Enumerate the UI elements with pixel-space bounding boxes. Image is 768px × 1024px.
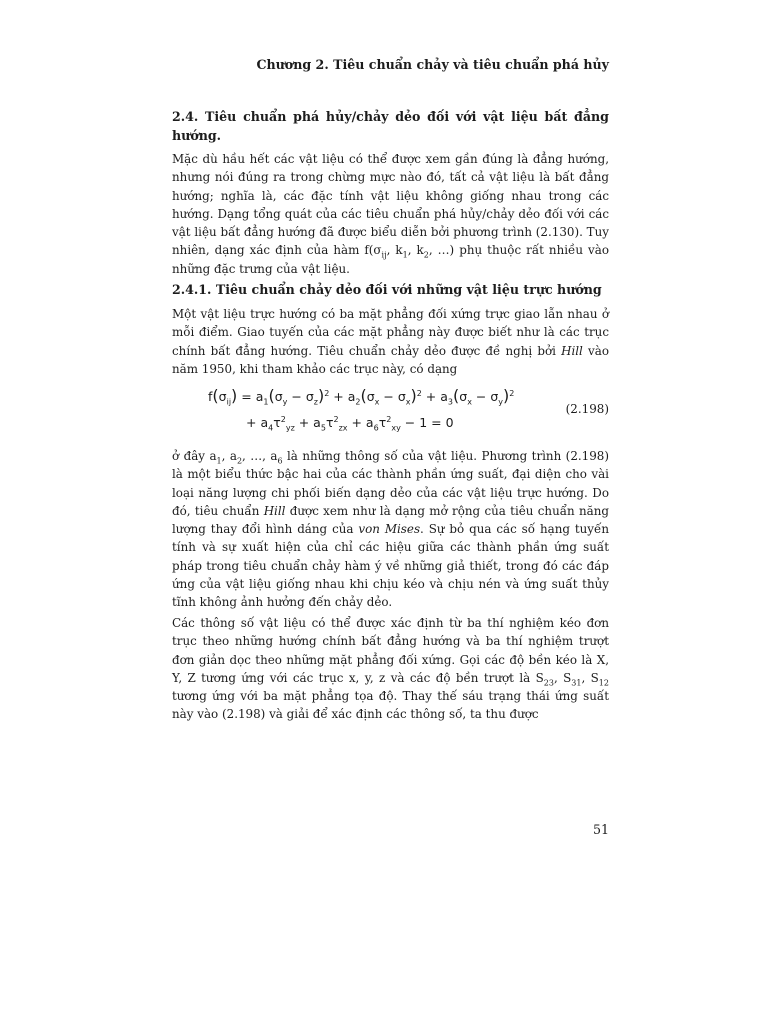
section-title: 2.4. Tiêu chuẩn phá hủy/chảy dẻo đối với vật liệu bất đẳng hướng. — [172, 109, 609, 143]
paragraph-parameters: ở đây $a_1$, $a_2$, …, $a_6$ là những thông số của vật liệu. Phương trình (2.198) là một biểu thức bậc hai của các thành phần ứng suất, đại diện cho vài loại năng lượng chi phối biến dạng dẻo của các vật liệu trực hướng. Do đó, tiêu chuẩn Hill được xem như là dạng mở rộng của tiêu chuẩn năng lượng thay đổi hình dáng của von Mises. Sự bỏ qua các số hạng tuyến tính và sự xuất hiện của chỉ các hiệu giữa các thành phần ứng suất pháp trong tiêu chuẩn chảy hàm ý về những giả thiết, trong đó các đáp ứng của vật liệu giống nhau khi chịu kéo và chịu nén và ứng suất thủy tĩnh không ảnh hưởng đến chảy dẻo. — [172, 449, 609, 610]
equation-hill-criterion — [172, 380, 609, 440]
equation-number: (2.198) — [565, 402, 609, 416]
equation-line-2: + $a_4\tau^2_{yz} + a_5\tau^2_{zx} + a_6\tau^2_{xy} - 1 = 0$ — [246, 414, 454, 433]
paragraph-intro: Mặc dù hầu hết các vật liệu có thể được xem gần đúng là đẳng hướng, nhưng nói đúng ra trong chừng mực nào đó, tất cả vật liệu là bất đẳng hướng; nghĩa là, các đặc tính vật liệu không giống nhau trong các hướng. Dạng tổng quát của các tiêu chuẩn phá hủy/chảy dẻo đối với các vật liệu bất đẳng hướng đã được biểu diễn bởi phương trình (2.130). Tuy nhiên, dạng xác định của hàm $f(\sigma_{ij}$, $k_1$, $k_2$, …) phụ thuộc rất nhiều vào những đặc trưng của vật liệu. — [172, 152, 610, 276]
paragraph-orthotropic: Một vật liệu trực hướng có ba mặt phẳng đối xứng trực giao lẫn nhau ở mỗi điểm. Giao tuyến của các mặt phẳng này được biết như là các trục chính bất đẳng hướng. Tiêu chuẩn chảy dẻo được đề nghị bởi Hill vào năm 1950, khi tham khảo các trục này, có dạng — [172, 307, 609, 376]
paragraph-material-tests: Các thông số vật liệu có thể được xác định từ ba thí nghiệm kéo đơn trục theo những hướng chính bất đẳng hướng và ba thí nghiệm trượt đơn giản dọc theo những mặt phẳng đối xứng. Gọi các độ bền kéo là X, Y, Z tương ứng với các trục x, y, z và các độ bền trượt là $S_{23}$, $S_{31}$, $S_{12}$ tương ứng với ba mặt phẳng tọa độ. Thay thế sáu trạng thái ứng suất này vào (2.198) và giải để xác định các thông số, ta thu được — [172, 616, 609, 722]
running-header: Chương 2. Tiêu chuẩn chảy và tiêu chuẩn phá hủy — [256, 57, 609, 72]
equation-line-1: $f(\sigma_{ij}) = a_1(\sigma_y - \sigma_z)^2 + a_2(\sigma_x - \sigma_x)^2 + a_3(\sigma_x - \sigma_y)^2$ — [208, 386, 515, 407]
subsection-title: 2.4.1. Tiêu chuẩn chảy dẻo đối với những vật liệu trực hướng — [172, 282, 602, 297]
page-number: 51 — [592, 822, 609, 837]
